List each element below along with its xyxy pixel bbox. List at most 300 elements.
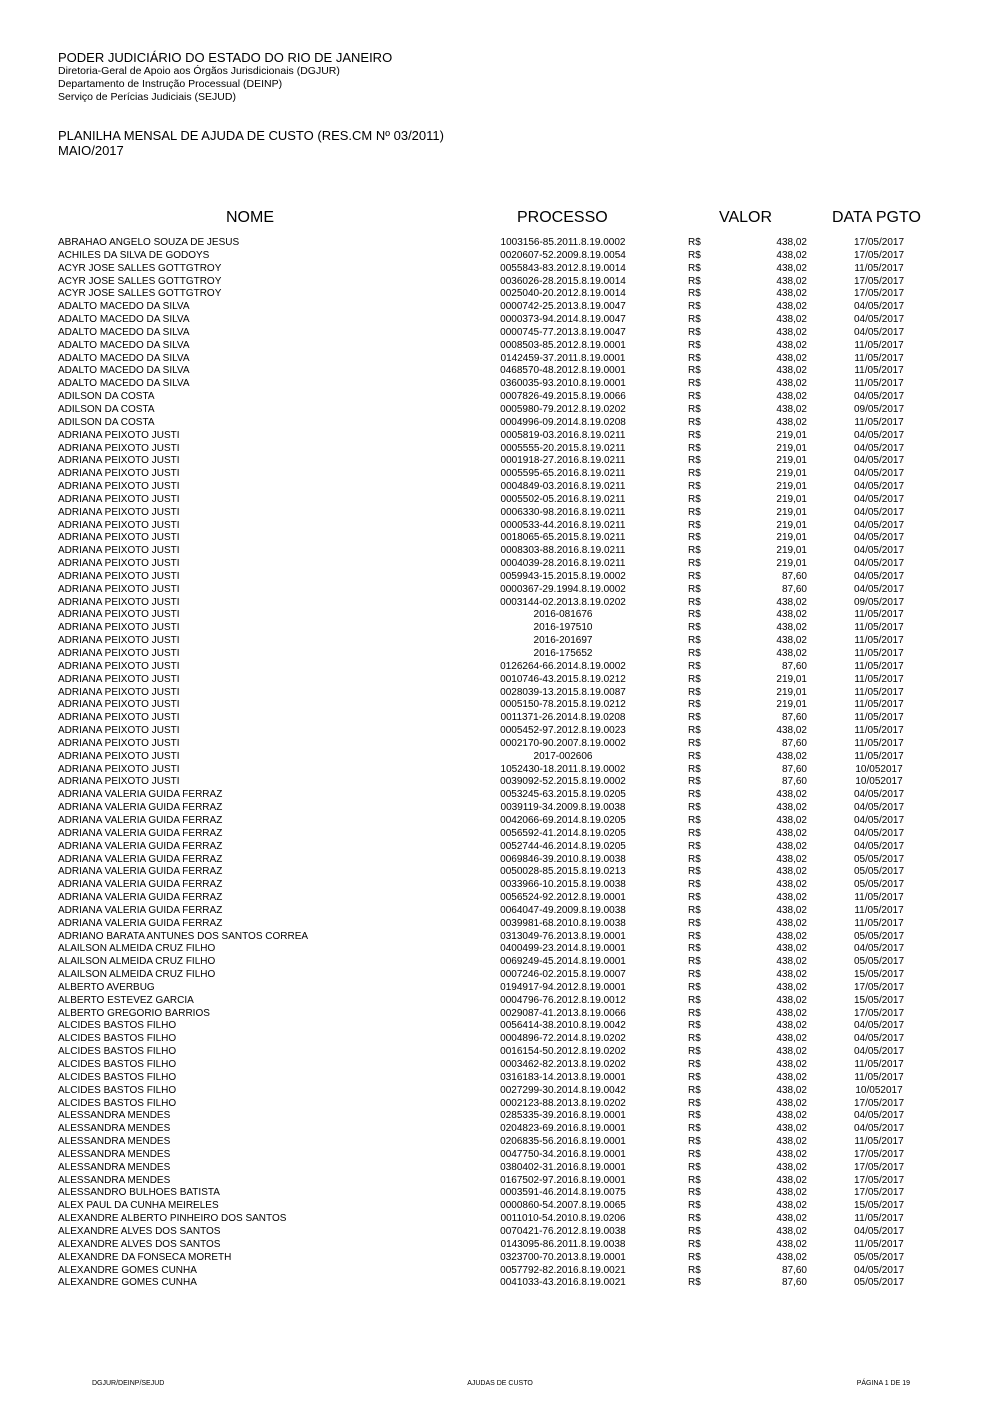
cell-valor: 438,02 bbox=[776, 853, 807, 865]
cell-valor: 438,02 bbox=[776, 262, 807, 274]
cell-nome: ALCIDES BASTOS FILHO bbox=[58, 1084, 177, 1096]
cell-currency: R$ bbox=[688, 1046, 701, 1058]
cell-nome: ADRIANA PEIXOTO JUSTI bbox=[58, 596, 180, 608]
column-header-nome: NOME bbox=[226, 209, 274, 226]
cell-data-pgto: 04/05/2017 bbox=[853, 558, 905, 570]
cell-data-pgto: 04/05/2017 bbox=[853, 1123, 905, 1135]
cell-currency: R$ bbox=[688, 1110, 701, 1122]
cell-data-pgto: 17/05/2017 bbox=[853, 1187, 905, 1199]
table-row bbox=[0, 661, 1000, 674]
cell-data-pgto: 04/05/2017 bbox=[853, 1046, 905, 1058]
cell-valor: 438,02 bbox=[776, 648, 807, 659]
cell-valor: 438,02 bbox=[776, 789, 807, 801]
cell-data-pgto: 11/05/2017 bbox=[854, 365, 904, 377]
cell-nome: ALBERTO GREGORIO BARRIOS bbox=[58, 1007, 210, 1019]
table-row bbox=[0, 1123, 1000, 1136]
table-row bbox=[0, 391, 1000, 404]
cell-data-pgto: 17/05/2017 bbox=[853, 1097, 905, 1109]
cell-nome: ADRIANA PEIXOTO JUSTI bbox=[58, 686, 180, 698]
table-row bbox=[0, 815, 1000, 828]
cell-valor: 87,60 bbox=[781, 583, 807, 595]
cell-data-pgto: 04/05/2017 bbox=[853, 789, 905, 801]
cell-data-pgto: 11/05/2017 bbox=[854, 904, 904, 916]
cell-data-pgto: 11/05/2017 bbox=[854, 737, 904, 749]
table-row bbox=[0, 571, 1000, 584]
cell-currency: R$ bbox=[688, 827, 701, 839]
cell-processo: 0313049-76.2013.8.19.0001 bbox=[500, 930, 626, 942]
table-row bbox=[0, 943, 1000, 956]
cell-valor: 438,02 bbox=[776, 301, 807, 313]
cell-valor: 438,02 bbox=[776, 981, 807, 993]
table-row bbox=[0, 558, 1000, 571]
table-row bbox=[0, 1085, 1000, 1098]
cell-processo: 0003591-46.2014.8.19.0075 bbox=[500, 1187, 626, 1199]
cell-valor: 438,02 bbox=[776, 1059, 807, 1070]
cell-processo: 2016-201697 bbox=[533, 635, 593, 647]
cell-nome: ADRIANA VALERIA GUIDA FERRAZ bbox=[58, 827, 223, 839]
cell-valor: 438,02 bbox=[776, 1225, 807, 1237]
table-row bbox=[0, 520, 1000, 533]
cell-currency: R$ bbox=[688, 378, 701, 390]
cell-processo: 0468570-48.2012.8.19.0001 bbox=[500, 365, 626, 377]
cell-valor: 438,02 bbox=[776, 609, 807, 621]
column-header-processo: PROCESSO bbox=[517, 209, 608, 226]
cell-processo: 0005502-05.2016.8.19.0211 bbox=[500, 493, 626, 505]
table-row bbox=[0, 789, 1000, 802]
cell-nome: ALESSANDRA MENDES bbox=[58, 1136, 171, 1148]
cell-valor: 219,01 bbox=[776, 558, 807, 570]
cell-data-pgto: 04/05/2017 bbox=[853, 840, 905, 852]
table-row bbox=[0, 1239, 1000, 1252]
cell-nome: ALESSANDRA MENDES bbox=[58, 1148, 171, 1160]
cell-processo: 0360035-93.2010.8.19.0001 bbox=[500, 378, 626, 390]
cell-nome: ALCIDES BASTOS FILHO bbox=[58, 1020, 177, 1032]
cell-valor: 438,02 bbox=[776, 802, 807, 814]
cell-nome: ADRIANA VALERIA GUIDA FERRAZ bbox=[58, 892, 223, 904]
cell-data-pgto: 04/05/2017 bbox=[853, 532, 905, 544]
cell-currency: R$ bbox=[688, 1187, 701, 1199]
cell-nome: ALBERTO AVERBUG bbox=[58, 981, 155, 993]
table-row bbox=[0, 1020, 1000, 1033]
cell-nome: ALESSANDRA MENDES bbox=[58, 1110, 171, 1122]
cell-data-pgto: 04/05/2017 bbox=[853, 1110, 905, 1122]
cell-nome: ADRIANA VALERIA GUIDA FERRAZ bbox=[58, 814, 223, 826]
cell-valor: 219,01 bbox=[776, 699, 807, 711]
cell-currency: R$ bbox=[688, 352, 701, 364]
cell-processo: 0053245-63.2015.8.19.0205 bbox=[500, 789, 626, 801]
cell-valor: 438,02 bbox=[776, 237, 807, 248]
cell-data-pgto: 04/05/2017 bbox=[853, 481, 905, 493]
cell-valor: 438,02 bbox=[776, 1238, 807, 1250]
sheet-title-block bbox=[58, 128, 444, 158]
cell-processo: 0027299-30.2014.8.19.0042 bbox=[500, 1084, 626, 1096]
cell-valor: 438,02 bbox=[776, 1123, 807, 1135]
table-row bbox=[0, 622, 1000, 635]
cell-currency: R$ bbox=[688, 275, 701, 287]
sheet-period: MAIO/2017 bbox=[58, 143, 124, 158]
cell-processo: 0142459-37.2011.8.19.0001 bbox=[500, 352, 626, 364]
cell-currency: R$ bbox=[688, 969, 701, 981]
cell-processo: 0005980-79.2012.8.19.0202 bbox=[500, 403, 626, 415]
cell-processo: 0285335-39.2016.8.19.0001 bbox=[500, 1110, 626, 1122]
cell-data-pgto: 11/05/2017 bbox=[854, 712, 904, 724]
table-row bbox=[0, 1277, 1000, 1290]
cell-currency: R$ bbox=[688, 339, 701, 351]
cell-processo: 0020607-52.2009.8.19.0054 bbox=[500, 249, 626, 261]
cell-valor: 438,02 bbox=[776, 994, 807, 1006]
table-row bbox=[0, 1252, 1000, 1265]
cell-currency: R$ bbox=[688, 956, 701, 968]
cell-data-pgto: 11/05/2017 bbox=[854, 892, 904, 904]
cell-processo: 0002123-88.2013.8.19.0202 bbox=[500, 1097, 626, 1109]
cell-currency: R$ bbox=[688, 1277, 701, 1289]
cell-nome: ALESSANDRA MENDES bbox=[58, 1161, 171, 1173]
cell-currency: R$ bbox=[688, 660, 701, 672]
table-row bbox=[0, 879, 1000, 892]
cell-nome: ADALTO MACEDO DA SILVA bbox=[58, 326, 190, 338]
cell-valor: 438,02 bbox=[776, 1161, 807, 1173]
cell-currency: R$ bbox=[688, 622, 701, 634]
table-row bbox=[0, 494, 1000, 507]
cell-valor: 438,02 bbox=[776, 1136, 807, 1148]
cell-processo: 0143095-86.2011.8.19.0038 bbox=[500, 1238, 626, 1250]
cell-valor: 438,02 bbox=[776, 814, 807, 826]
cell-valor: 438,02 bbox=[776, 635, 807, 647]
cell-data-pgto: 04/05/2017 bbox=[853, 827, 905, 839]
cell-processo: 0018065-65.2015.8.19.0211 bbox=[500, 532, 626, 544]
cell-valor: 438,02 bbox=[776, 840, 807, 852]
cell-currency: R$ bbox=[688, 673, 701, 685]
cell-currency: R$ bbox=[688, 737, 701, 749]
cell-valor: 438,02 bbox=[776, 416, 807, 428]
cell-data-pgto: 04/05/2017 bbox=[853, 583, 905, 595]
cell-currency: R$ bbox=[688, 416, 701, 428]
cell-data-pgto: 09/05/2017 bbox=[853, 403, 905, 415]
cell-currency: R$ bbox=[688, 1200, 701, 1212]
cell-currency: R$ bbox=[688, 326, 701, 338]
table-row bbox=[0, 687, 1000, 700]
cell-currency: R$ bbox=[688, 1071, 701, 1083]
cell-data-pgto: 11/05/2017 bbox=[854, 673, 904, 685]
cell-currency: R$ bbox=[688, 635, 701, 647]
cell-valor: 219,01 bbox=[776, 519, 807, 531]
cell-data-pgto: 04/05/2017 bbox=[853, 802, 905, 814]
cell-currency: R$ bbox=[688, 314, 701, 326]
cell-currency: R$ bbox=[688, 468, 701, 480]
cell-valor: 438,02 bbox=[776, 622, 807, 634]
cell-processo: 0056592-41.2014.8.19.0205 bbox=[500, 827, 626, 839]
cell-data-pgto: 11/05/2017 bbox=[854, 648, 904, 659]
header-court: PODER JUDICIÁRIO DO ESTADO DO RIO DE JANEIRO bbox=[58, 50, 393, 65]
cell-currency: R$ bbox=[688, 1238, 701, 1250]
cell-valor: 219,01 bbox=[776, 429, 807, 441]
cell-nome: ADRIANA PEIXOTO JUSTI bbox=[58, 545, 180, 557]
cell-valor: 438,02 bbox=[776, 1213, 807, 1225]
cell-processo: 0033966-10.2015.8.19.0038 bbox=[500, 879, 626, 891]
cell-nome: ACHILES DA SILVA DE GODOYS bbox=[58, 249, 210, 261]
cell-currency: R$ bbox=[688, 712, 701, 724]
cell-valor: 438,02 bbox=[776, 1033, 807, 1045]
cell-data-pgto: 04/05/2017 bbox=[853, 943, 905, 955]
cell-currency: R$ bbox=[688, 1225, 701, 1237]
cell-valor: 87,60 bbox=[781, 763, 807, 775]
cell-data-pgto: 04/05/2017 bbox=[853, 1225, 905, 1237]
cell-currency: R$ bbox=[688, 789, 701, 801]
table-row bbox=[0, 276, 1000, 289]
cell-processo: 0008303-88.2016.8.19.0211 bbox=[500, 545, 626, 557]
table-row bbox=[0, 1213, 1000, 1226]
cell-valor: 87,60 bbox=[781, 660, 807, 672]
cell-data-pgto: 05/05/2017 bbox=[853, 853, 905, 865]
cell-valor: 438,02 bbox=[776, 326, 807, 338]
cell-currency: R$ bbox=[688, 1251, 701, 1263]
cell-processo: 0047750-34.2016.8.19.0001 bbox=[500, 1148, 626, 1160]
cell-valor: 438,02 bbox=[776, 403, 807, 415]
table-row bbox=[0, 841, 1000, 854]
header-department: Departamento de Instrução Processual (DEINP) bbox=[58, 78, 283, 90]
cell-currency: R$ bbox=[688, 1264, 701, 1276]
cell-nome: ADRIANA PEIXOTO JUSTI bbox=[58, 455, 180, 467]
table-row bbox=[0, 353, 1000, 366]
cell-processo: 0025040-20.2012.8.19.0014 bbox=[500, 288, 626, 300]
cell-currency: R$ bbox=[688, 648, 701, 659]
cell-data-pgto: 15/05/2017 bbox=[853, 994, 905, 1006]
cell-data-pgto: 17/05/2017 bbox=[853, 1148, 905, 1160]
cell-nome: ADRIANA PEIXOTO JUSTI bbox=[58, 532, 180, 544]
table-row bbox=[0, 507, 1000, 520]
table-row bbox=[0, 584, 1000, 597]
cell-currency: R$ bbox=[688, 892, 701, 904]
cell-processo: 0000745-77.2013.8.19.0047 bbox=[500, 326, 626, 338]
cell-data-pgto: 17/05/2017 bbox=[853, 981, 905, 993]
cell-processo: 0003462-82.2013.8.19.0202 bbox=[500, 1059, 626, 1070]
cell-nome: ADRIANA VALERIA GUIDA FERRAZ bbox=[58, 904, 223, 916]
cell-valor: 438,02 bbox=[776, 352, 807, 364]
table-row bbox=[0, 764, 1000, 777]
cell-data-pgto: 05/05/2017 bbox=[853, 866, 905, 878]
cell-data-pgto: 11/05/2017 bbox=[854, 262, 904, 274]
cell-processo: 0064047-49.2009.8.19.0038 bbox=[500, 904, 626, 916]
cell-nome: ALBERTO ESTEVEZ GARCIA bbox=[58, 994, 194, 1006]
sheet-title: PLANILHA MENSAL DE AJUDA DE CUSTO (RES.CM Nº 03/2011) bbox=[58, 128, 444, 143]
cell-nome: ADRIANA PEIXOTO JUSTI bbox=[58, 725, 180, 737]
cell-processo: 0008503-85.2012.8.19.0001 bbox=[500, 339, 626, 351]
cell-data-pgto: 11/05/2017 bbox=[854, 609, 904, 621]
cell-currency: R$ bbox=[688, 570, 701, 582]
cell-processo: 0056414-38.2010.8.19.0042 bbox=[500, 1020, 626, 1032]
table-row bbox=[0, 301, 1000, 314]
cell-processo: 0000860-54.2007.8.19.0065 bbox=[500, 1200, 626, 1212]
cell-data-pgto: 11/05/2017 bbox=[854, 378, 904, 390]
cell-currency: R$ bbox=[688, 1148, 701, 1160]
cell-nome: ADRIANA PEIXOTO JUSTI bbox=[58, 699, 180, 711]
cell-valor: 438,02 bbox=[776, 391, 807, 403]
cell-currency: R$ bbox=[688, 1007, 701, 1019]
cell-data-pgto: 04/05/2017 bbox=[853, 1264, 905, 1276]
cell-data-pgto: 15/05/2017 bbox=[853, 969, 905, 981]
table-row bbox=[0, 854, 1000, 867]
cell-valor: 438,02 bbox=[776, 1187, 807, 1199]
cell-nome: ADILSON DA COSTA bbox=[58, 416, 155, 428]
cell-nome: ADRIANA PEIXOTO JUSTI bbox=[58, 442, 180, 454]
cell-processo: 0005150-78.2015.8.19.0212 bbox=[500, 699, 626, 711]
cell-data-pgto: 04/05/2017 bbox=[853, 314, 905, 326]
cell-data-pgto: 04/05/2017 bbox=[853, 545, 905, 557]
cell-nome: ADRIANA PEIXOTO JUSTI bbox=[58, 519, 180, 531]
cell-nome: ALESSANDRA MENDES bbox=[58, 1174, 171, 1186]
cell-processo: 0036026-28.2015.8.19.0014 bbox=[500, 275, 626, 287]
cell-data-pgto: 04/05/2017 bbox=[853, 1033, 905, 1045]
cell-nome: ALEXANDRE GOMES CUNHA bbox=[58, 1264, 197, 1276]
table-row bbox=[0, 237, 1000, 250]
cell-processo: 0004996-09.2014.8.19.0208 bbox=[500, 416, 626, 428]
document-header bbox=[58, 50, 392, 104]
cell-data-pgto: 17/05/2017 bbox=[853, 1174, 905, 1186]
cell-nome: ALAILSON ALMEIDA CRUZ FILHO bbox=[58, 956, 216, 968]
cell-processo: 2017-002606 bbox=[533, 750, 593, 762]
cell-processo: 0004896-72.2014.8.19.0202 bbox=[500, 1033, 626, 1045]
table-row bbox=[0, 699, 1000, 712]
cell-currency: R$ bbox=[688, 763, 701, 775]
cell-nome: ADALTO MACEDO DA SILVA bbox=[58, 378, 190, 390]
cell-nome: ADALTO MACEDO DA SILVA bbox=[58, 314, 190, 326]
cell-data-pgto: 17/05/2017 bbox=[853, 237, 905, 248]
cell-data-pgto: 17/05/2017 bbox=[853, 249, 905, 261]
cell-nome: ABRAHAO ANGELO SOUZA DE JESUS bbox=[58, 237, 240, 248]
cell-nome: ALEXANDRE ALVES DOS SANTOS bbox=[58, 1238, 221, 1250]
table-row bbox=[0, 725, 1000, 738]
cell-nome: ADALTO MACEDO DA SILVA bbox=[58, 365, 190, 377]
table-row bbox=[0, 738, 1000, 751]
cell-currency: R$ bbox=[688, 853, 701, 865]
cell-nome: ADILSON DA COSTA bbox=[58, 403, 155, 415]
cell-currency: R$ bbox=[688, 1123, 701, 1135]
cell-currency: R$ bbox=[688, 1213, 701, 1225]
table-row bbox=[0, 1136, 1000, 1149]
table-row bbox=[0, 1200, 1000, 1213]
cell-nome: ADALTO MACEDO DA SILVA bbox=[58, 339, 190, 351]
cell-data-pgto: 05/05/2017 bbox=[853, 930, 905, 942]
cell-processo: 0039119-34.2009.8.19.0038 bbox=[500, 802, 626, 814]
cell-valor: 219,01 bbox=[776, 686, 807, 698]
cell-processo: 2016-197510 bbox=[533, 622, 593, 634]
cell-nome: ADRIANA VALERIA GUIDA FERRAZ bbox=[58, 840, 223, 852]
cell-data-pgto: 11/05/2017 bbox=[854, 725, 904, 737]
table-row bbox=[0, 969, 1000, 982]
cell-currency: R$ bbox=[688, 840, 701, 852]
table-row bbox=[0, 1008, 1000, 1021]
cell-data-pgto: 04/05/2017 bbox=[853, 506, 905, 518]
cell-processo: 0029087-41.2013.8.19.0066 bbox=[500, 1007, 626, 1019]
cell-processo: 0041033-43.2016.8.19.0021 bbox=[500, 1277, 626, 1289]
cell-data-pgto: 05/05/2017 bbox=[853, 956, 905, 968]
cell-valor: 438,02 bbox=[776, 339, 807, 351]
cell-valor: 438,02 bbox=[776, 1174, 807, 1186]
cell-data-pgto: 04/05/2017 bbox=[853, 391, 905, 403]
cell-valor: 438,02 bbox=[776, 725, 807, 737]
table-row bbox=[0, 597, 1000, 610]
payments-table bbox=[0, 237, 1000, 1290]
table-row bbox=[0, 532, 1000, 545]
cell-valor: 438,02 bbox=[776, 1020, 807, 1032]
table-row bbox=[0, 776, 1000, 789]
cell-valor: 438,02 bbox=[776, 930, 807, 942]
cell-processo: 0010746-43.2015.8.19.0212 bbox=[500, 673, 626, 685]
cell-data-pgto: 05/05/2017 bbox=[853, 1251, 905, 1263]
cell-valor: 438,02 bbox=[776, 917, 807, 929]
cell-nome: ADRIANA VALERIA GUIDA FERRAZ bbox=[58, 802, 223, 814]
cell-processo: 0057792-82.2016.8.19.0021 bbox=[500, 1264, 626, 1276]
cell-currency: R$ bbox=[688, 994, 701, 1006]
cell-currency: R$ bbox=[688, 365, 701, 377]
table-row bbox=[0, 481, 1000, 494]
footer-page-number: PÁGINA 1 DE 19 bbox=[856, 1380, 910, 1387]
cell-valor: 87,60 bbox=[781, 1264, 807, 1276]
table-row bbox=[0, 866, 1000, 879]
cell-nome: ADRIANA PEIXOTO JUSTI bbox=[58, 750, 180, 762]
cell-nome: ADRIANA PEIXOTO JUSTI bbox=[58, 660, 180, 672]
cell-nome: ADALTO MACEDO DA SILVA bbox=[58, 301, 190, 313]
table-row bbox=[0, 378, 1000, 391]
cell-valor: 438,02 bbox=[776, 1046, 807, 1058]
cell-valor: 438,02 bbox=[776, 1200, 807, 1212]
header-service: Serviço de Perícias Judiciais (SEJUD) bbox=[58, 91, 236, 103]
cell-data-pgto: 04/05/2017 bbox=[853, 442, 905, 454]
cell-processo: 0000367-29.1994.8.19.0002 bbox=[500, 583, 626, 595]
cell-nome: ADALTO MACEDO DA SILVA bbox=[58, 352, 190, 364]
cell-valor: 438,02 bbox=[776, 1007, 807, 1019]
cell-data-pgto: 11/05/2017 bbox=[854, 416, 904, 428]
cell-nome: ADRIANA PEIXOTO JUSTI bbox=[58, 712, 180, 724]
cell-data-pgto: 05/05/2017 bbox=[853, 879, 905, 891]
cell-data-pgto: 11/05/2017 bbox=[854, 1071, 904, 1083]
header-directorate: Diretoria-Geral de Apoio aos Órgãos Jurisdicionais (DGJUR) bbox=[58, 65, 340, 77]
cell-nome: ALCIDES BASTOS FILHO bbox=[58, 1046, 177, 1058]
cell-nome: ALAILSON ALMEIDA CRUZ FILHO bbox=[58, 943, 216, 955]
cell-processo: 0059943-15.2015.8.19.0002 bbox=[500, 570, 626, 582]
cell-valor: 438,02 bbox=[776, 969, 807, 981]
cell-nome: ADRIANA PEIXOTO JUSTI bbox=[58, 737, 180, 749]
cell-processo: 0007826-49.2015.8.19.0066 bbox=[500, 391, 626, 403]
cell-valor: 438,02 bbox=[776, 288, 807, 300]
cell-currency: R$ bbox=[688, 1059, 701, 1070]
cell-nome: ADRIANA PEIXOTO JUSTI bbox=[58, 622, 180, 634]
table-row bbox=[0, 1265, 1000, 1278]
cell-currency: R$ bbox=[688, 249, 701, 261]
cell-currency: R$ bbox=[688, 519, 701, 531]
table-row bbox=[0, 1149, 1000, 1162]
table-row bbox=[0, 340, 1000, 353]
table-row bbox=[0, 1175, 1000, 1188]
cell-processo: 0006330-98.2016.8.19.0211 bbox=[500, 506, 626, 518]
cell-nome: ACYR JOSE SALLES GOTTGTROY bbox=[58, 262, 222, 274]
cell-currency: R$ bbox=[688, 1020, 701, 1032]
table-row bbox=[0, 635, 1000, 648]
cell-processo: 0126264-66.2014.8.19.0002 bbox=[500, 660, 626, 672]
cell-valor: 219,01 bbox=[776, 468, 807, 480]
table-row bbox=[0, 263, 1000, 276]
cell-data-pgto: 11/05/2017 bbox=[854, 917, 904, 929]
cell-processo: 0011010-54.2010.8.19.0206 bbox=[500, 1213, 626, 1225]
cell-processo: 0042066-69.2014.8.19.0205 bbox=[500, 814, 626, 826]
table-row bbox=[0, 417, 1000, 430]
cell-nome: ALEXANDRE ALBERTO PINHEIRO DOS SANTOS bbox=[58, 1213, 287, 1225]
cell-nome: ADRIANA PEIXOTO JUSTI bbox=[58, 583, 180, 595]
cell-data-pgto: 11/05/2017 bbox=[854, 1059, 904, 1070]
cell-processo: 0323700-70.2013.8.19.0001 bbox=[500, 1251, 626, 1263]
table-row bbox=[0, 982, 1000, 995]
cell-data-pgto: 11/05/2017 bbox=[854, 660, 904, 672]
